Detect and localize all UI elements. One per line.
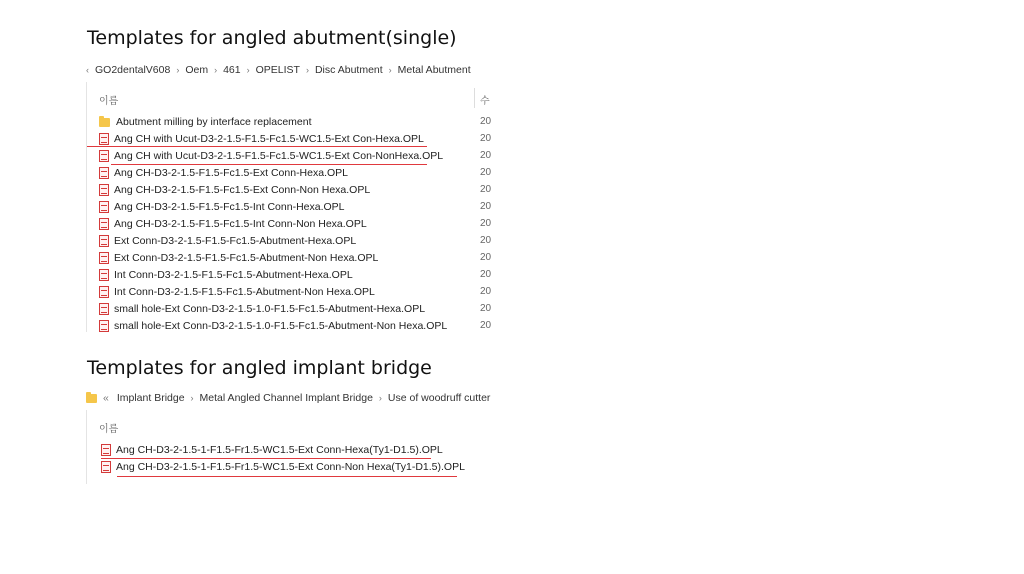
file-name: Ang CH with Ucut-D3-2-1.5-F1.5-Fc1.5-WC1.5-Ext Con-NonHexa.OPL bbox=[114, 150, 444, 162]
column-divider[interactable] bbox=[474, 88, 475, 108]
file-name: Ext Conn-D3-2-1.5-F1.5-Fc1.5-Abutment-Hexa.OPL bbox=[114, 235, 357, 247]
highlight-underline bbox=[101, 458, 431, 459]
opl-file-icon bbox=[99, 252, 109, 264]
date-cell: 20 bbox=[480, 303, 492, 314]
breadcrumb bbox=[86, 64, 471, 76]
date-cell: 20 bbox=[480, 252, 492, 263]
breadcrumb-item[interactable]: OPELIST bbox=[255, 64, 300, 76]
file-item[interactable] bbox=[99, 148, 443, 164]
breadcrumb-item[interactable]: Oem bbox=[185, 64, 209, 76]
chevron-left-icon[interactable]: ‹ bbox=[86, 65, 89, 75]
breadcrumb-item[interactable]: Metal Abutment bbox=[397, 64, 471, 76]
opl-file-icon bbox=[101, 444, 111, 456]
file-name: Ang CH-D3-2-1.5-F1.5-Fc1.5-Ext Conn-Non Hexa.OPL bbox=[114, 184, 371, 196]
breadcrumb-item[interactable]: Use of woodruff cutter bbox=[387, 392, 491, 404]
file-item[interactable] bbox=[99, 165, 348, 181]
chevron-right-icon: › bbox=[176, 65, 180, 75]
column-header-name[interactable]: 이름 bbox=[99, 96, 119, 107]
date-cell: 20 bbox=[480, 320, 492, 331]
highlight-underline bbox=[117, 476, 457, 477]
section-title-angled-abutment: Templates for angled abutment(single) bbox=[87, 27, 457, 49]
chevron-right-icon: › bbox=[388, 65, 392, 75]
breadcrumb bbox=[86, 392, 490, 404]
opl-file-icon bbox=[99, 235, 109, 247]
file-name: Ang CH with Ucut-D3-2-1.5-F1.5-Fc1.5-WC1.5-Ext Con-Hexa.OPL bbox=[114, 133, 424, 145]
opl-file-icon bbox=[99, 218, 109, 230]
opl-file-icon bbox=[99, 167, 109, 179]
column-header-name[interactable]: 이름 bbox=[99, 424, 119, 435]
chevron-right-icon: › bbox=[378, 393, 382, 403]
file-item[interactable] bbox=[101, 459, 465, 475]
breadcrumb-item[interactable]: 461 bbox=[223, 64, 241, 76]
file-item[interactable] bbox=[101, 442, 443, 458]
opl-file-icon bbox=[99, 269, 109, 281]
file-item[interactable] bbox=[99, 284, 375, 300]
folder-icon bbox=[99, 118, 110, 127]
opl-file-icon bbox=[99, 133, 109, 145]
opl-file-icon bbox=[99, 184, 109, 196]
file-name: Ang CH-D3-2-1.5-F1.5-Fc1.5-Int Conn-Hexa.OPL bbox=[114, 201, 345, 213]
file-name: small hole-Ext Conn-D3-2-1.5-1.0-F1.5-Fc1.5-Abutment-Non Hexa.OPL bbox=[114, 320, 448, 332]
date-cell: 20 bbox=[480, 218, 492, 229]
breadcrumb-item[interactable]: Metal Angled Channel Implant Bridge bbox=[199, 392, 373, 404]
chevron-right-icon: › bbox=[214, 65, 218, 75]
chevron-right-icon: › bbox=[190, 393, 194, 403]
file-item[interactable] bbox=[99, 216, 367, 232]
date-cell: 20 bbox=[480, 201, 492, 212]
date-cell: 20 bbox=[480, 269, 492, 280]
breadcrumb-item[interactable]: Implant Bridge bbox=[116, 392, 185, 404]
file-name: Ang CH-D3-2-1.5-1-F1.5-Fr1.5-WC1.5-Ext Conn-Non Hexa(Ty1-D1.5).OPL bbox=[116, 461, 465, 473]
file-item[interactable] bbox=[99, 199, 345, 215]
chevron-right-icon: › bbox=[305, 65, 309, 75]
highlight-underline bbox=[87, 146, 427, 147]
opl-file-icon bbox=[99, 286, 109, 298]
date-cell: 20 bbox=[480, 286, 492, 297]
file-name: Ang CH-D3-2-1.5-F1.5-Fc1.5-Int Conn-Non Hexa.OPL bbox=[114, 218, 367, 230]
date-cell: 20 bbox=[480, 184, 492, 195]
opl-file-icon bbox=[99, 320, 109, 332]
date-cell: 20 bbox=[480, 167, 492, 178]
date-cell: 20 bbox=[480, 235, 492, 246]
file-name: Ext Conn-D3-2-1.5-F1.5-Fc1.5-Abutment-Non Hexa.OPL bbox=[114, 252, 379, 264]
folder-label: Abutment milling by interface replacement bbox=[116, 116, 312, 128]
highlight-underline bbox=[111, 164, 427, 165]
date-cell: 20 bbox=[480, 133, 492, 144]
file-item[interactable] bbox=[99, 250, 378, 266]
file-name: Int Conn-D3-2-1.5-F1.5-Fc1.5-Abutment-Non Hexa.OPL bbox=[114, 286, 375, 298]
opl-file-icon bbox=[101, 461, 111, 473]
folder-icon bbox=[86, 394, 97, 403]
date-cell: 20 bbox=[480, 150, 492, 161]
date-cell: 20 bbox=[480, 116, 492, 127]
file-item[interactable] bbox=[99, 233, 356, 249]
file-name: Ang CH-D3-2-1.5-F1.5-Fc1.5-Ext Conn-Hexa.OPL bbox=[114, 167, 348, 179]
opl-file-icon bbox=[99, 150, 109, 162]
file-list-panel bbox=[86, 410, 491, 484]
breadcrumb-overflow[interactable]: « bbox=[103, 392, 109, 404]
file-name: Int Conn-D3-2-1.5-F1.5-Fc1.5-Abutment-Hexa.OPL bbox=[114, 269, 353, 281]
column-header-date[interactable]: 수 bbox=[480, 96, 490, 107]
file-list-panel bbox=[86, 82, 491, 332]
file-item[interactable] bbox=[99, 131, 424, 147]
file-item[interactable] bbox=[99, 301, 425, 317]
file-item[interactable] bbox=[99, 318, 447, 334]
opl-file-icon bbox=[99, 201, 109, 213]
file-item[interactable] bbox=[99, 267, 353, 283]
chevron-right-icon: › bbox=[246, 65, 250, 75]
file-name: Ang CH-D3-2-1.5-1-F1.5-Fr1.5-WC1.5-Ext Conn-Hexa(Ty1-D1.5).OPL bbox=[116, 444, 443, 456]
opl-file-icon bbox=[99, 303, 109, 315]
breadcrumb-item[interactable]: Disc Abutment bbox=[314, 64, 383, 76]
file-item[interactable] bbox=[99, 182, 370, 198]
folder-item[interactable] bbox=[99, 114, 312, 130]
breadcrumb-item[interactable]: GO2dentalV608 bbox=[95, 64, 171, 76]
section-title-angled-implant-bridge: Templates for angled implant bridge bbox=[87, 357, 432, 379]
file-name: small hole-Ext Conn-D3-2-1.5-1.0-F1.5-Fc1.5-Abutment-Hexa.OPL bbox=[114, 303, 426, 315]
